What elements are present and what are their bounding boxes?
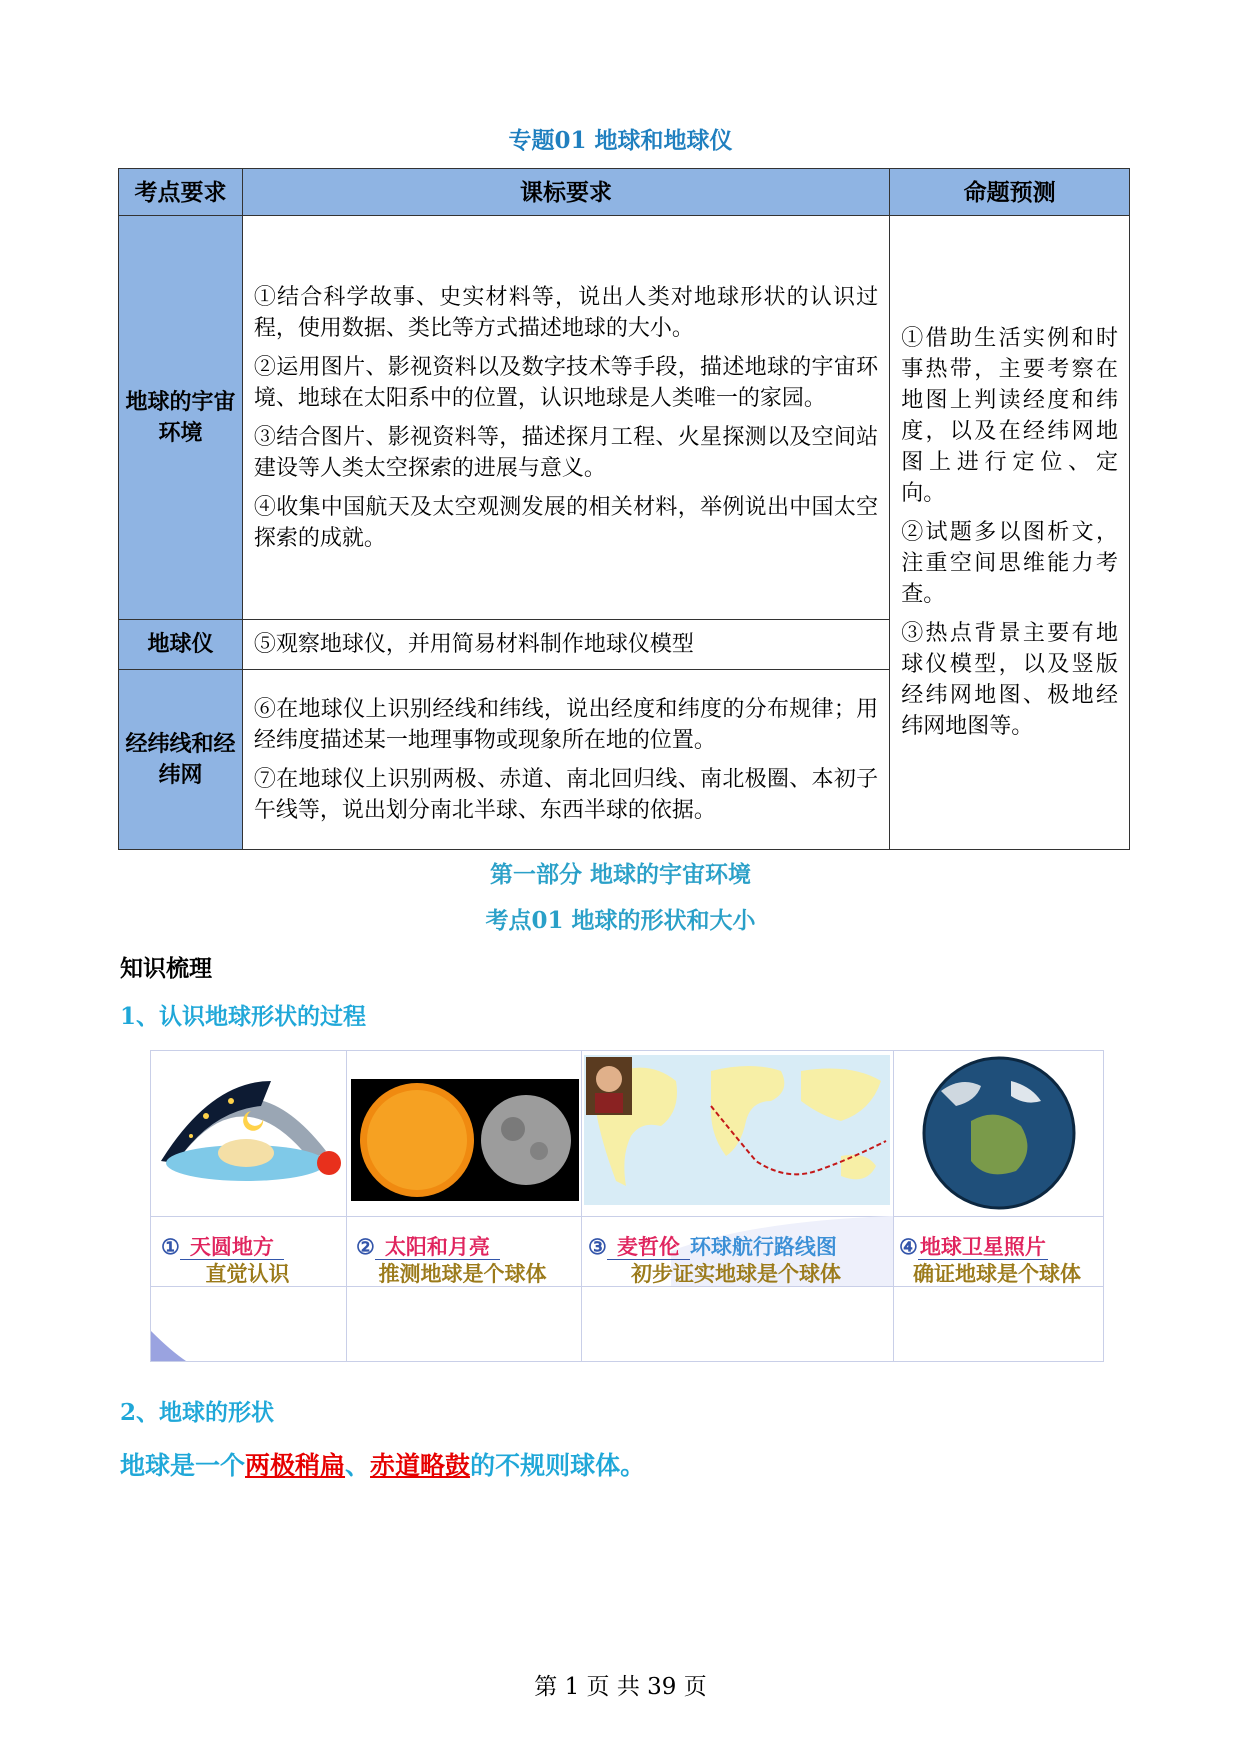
figure-result-4: 确证地球是个球体	[913, 1261, 1081, 1286]
standard-item: ③结合图片、影视资料等，描述探月工程、火星探测以及空间站建设等人类太空探索的进展与意义。	[253, 424, 879, 481]
section-heading-1: 1、认识地球形状的过程	[120, 1003, 367, 1030]
standard-cell	[242, 670, 889, 850]
table-row	[119, 216, 1130, 620]
prediction-item: ③热点背景主要有地球仪模型，以及竖版经纬网地图、极地经纬网地图等。	[901, 621, 1118, 739]
sky-dome-illustration	[161, 1081, 341, 1181]
figure-label-4: ④地球卫星照片	[899, 1234, 1046, 1259]
point-cell: 地球的宇宙环境	[119, 216, 243, 620]
header-standard: 课标要求	[242, 169, 889, 216]
standard-item: ②运用图片、影视资料以及数字技术等手段，描述地球的宇宙环境、地球在太阳系中的位置，认识地球是人类唯一的家园。	[253, 354, 879, 411]
standard-item: ⑤观察地球仪，并用简易材料制作地球仪模型	[253, 632, 694, 657]
figure-result-2: 推测地球是个球体	[378, 1261, 547, 1286]
figure-artwork	[151, 1051, 1103, 1361]
standard-cell	[242, 216, 889, 620]
highlight-equator: 赤道略鼓	[370, 1451, 471, 1480]
standard-item: ⑦在地球仪上识别两极、赤道、南北回归线、南北极圈、本初子午线等，说出划分南北半球、东西半球的依据。	[253, 766, 879, 823]
point-cell: 地球仪	[119, 620, 243, 670]
section-heading-2: 2、地球的形状	[120, 1399, 275, 1426]
header-prediction: 命题预测	[890, 169, 1130, 216]
table-header-row	[119, 169, 1130, 216]
prediction-cell	[890, 216, 1130, 850]
prediction-item: ①借助生活实例和时事热带，主要考察在地图上判读经度和纬度，以及在经纬网地图上进行定位、定向。	[901, 326, 1118, 506]
highlight-poles: 两极稍扁	[245, 1451, 346, 1480]
requirements-table	[118, 168, 1130, 850]
earth-satellite-photo	[924, 1058, 1074, 1208]
knowledge-heading: 知识梳理	[120, 955, 212, 982]
world-route-map	[584, 1055, 890, 1205]
figure-result-1: 直觉认识	[205, 1261, 290, 1286]
figure-label-1: ① 天圆地方	[161, 1231, 284, 1261]
standard-item: ⑥在地球仪上识别经线和纬线，说出经度和纬度的分布规律；用经纬度描述某一地理事物或现象所在地的位置。	[253, 696, 879, 753]
earth-shape-statement: 地球是一个两极稍扁、赤道略鼓的不规则球体。	[120, 1451, 646, 1480]
prediction-item: ②试题多以图析文，注重空间思维能力考查。	[901, 520, 1118, 607]
point-title: 考点01 地球的形状和大小	[485, 907, 756, 934]
shape-history-figure	[150, 1050, 1104, 1362]
standard-item: ④收集中国航天及太空观测发展的相关材料，举例说出中国太空探索的成就。	[253, 494, 879, 551]
page-footer: 第 1 页 共 39 页	[534, 1674, 707, 1700]
part-title: 第一部分 地球的宇宙环境	[489, 861, 751, 888]
header-point: 考点要求	[119, 169, 243, 216]
page-title: 专题01 地球和地球仪	[508, 127, 733, 154]
figure-label-3: ③ 麦哲伦 环球航行路线图	[588, 1234, 837, 1259]
figure-result-3: 初步证实地球是个球体	[631, 1261, 841, 1286]
standard-cell	[242, 620, 889, 670]
point-cell: 经纬线和经纬网	[119, 670, 243, 850]
figure-label-2: ② 太阳和月亮	[356, 1231, 500, 1261]
sun-moon-photo	[351, 1079, 579, 1201]
standard-item: ①结合科学故事、史实材料等，说出人类对地球形状的认识过程，使用数据、类比等方式描述地球的大小。	[253, 284, 879, 341]
